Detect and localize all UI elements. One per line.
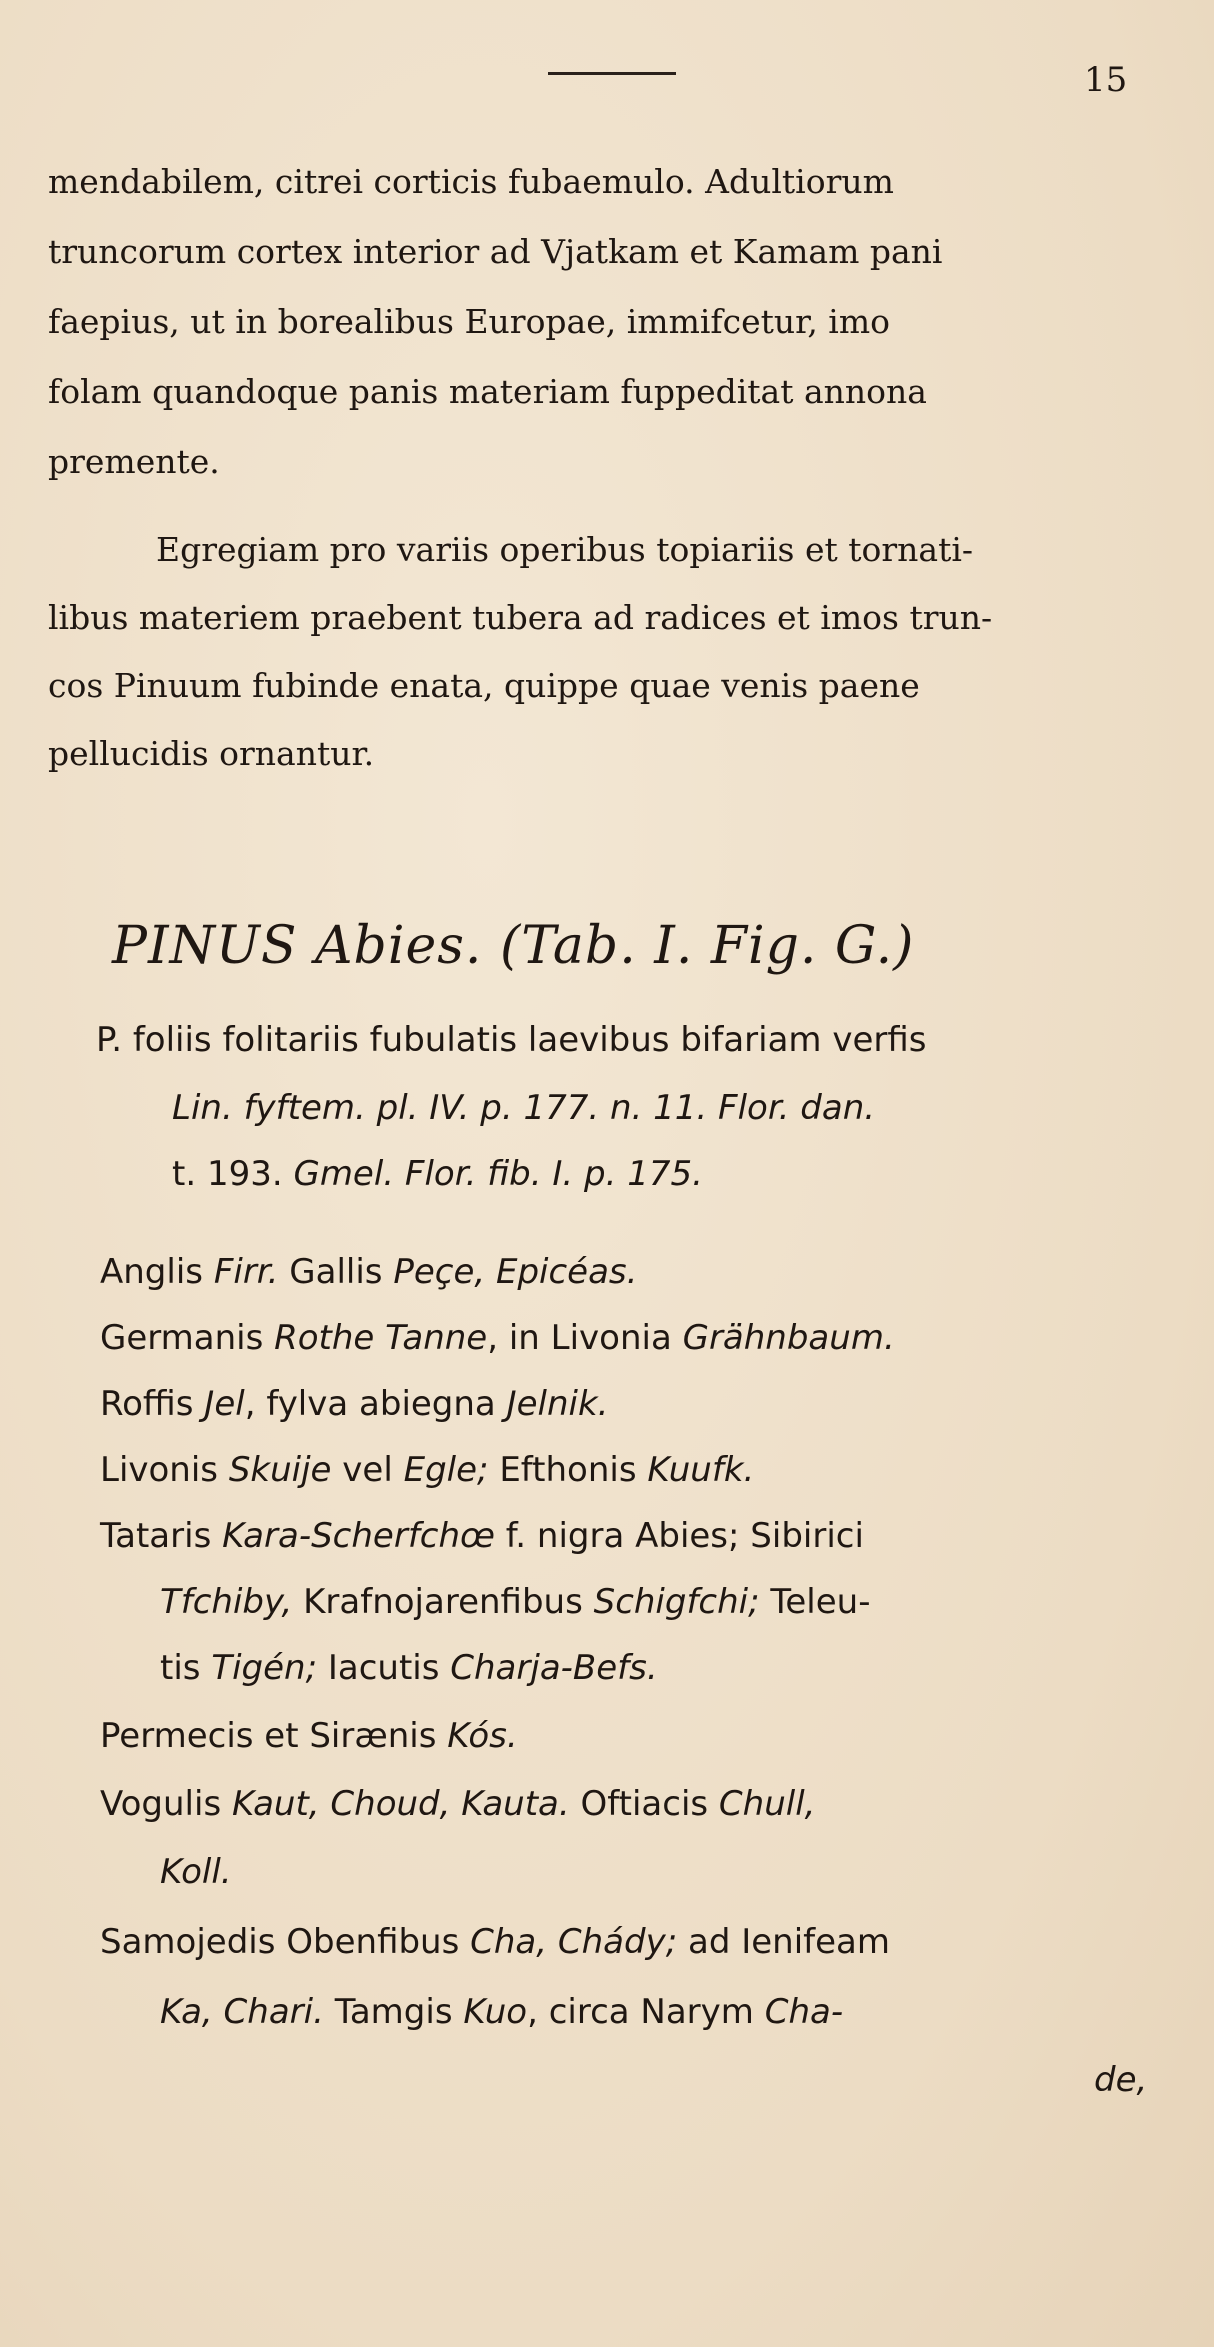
text: vel	[342, 1450, 393, 1490]
text-line: Egregiam pro variis operibus topiariis et tornati-	[156, 530, 974, 569]
names-line	[100, 1252, 637, 1292]
text-line: faepius, ut in borealibus Europae, immifcetur, imo	[48, 302, 891, 341]
name: Tigén;	[211, 1648, 318, 1688]
language: Krafnojarenfibus	[303, 1582, 583, 1622]
text: , fylva abiegna	[244, 1384, 496, 1424]
text-line: libus materiem praebent tubera ad radices et imos trun-	[48, 598, 993, 637]
name: Koll.	[160, 1852, 232, 1892]
name: Cha-	[764, 1992, 844, 2032]
name: Skuije	[228, 1450, 332, 1490]
language: Germanis	[100, 1318, 264, 1358]
reference-line	[172, 1154, 703, 1194]
language: Teleu-	[770, 1582, 871, 1622]
name: Ka, Chari.	[160, 1992, 324, 2032]
text-line: pellucidis ornantur.	[48, 734, 375, 773]
name: Tfchiby,	[160, 1582, 293, 1622]
names-line	[100, 1784, 815, 1824]
ref-lin: Lin.	[172, 1088, 233, 1128]
language: tis	[160, 1648, 201, 1688]
language: Anglis	[100, 1252, 203, 1292]
text-line: premente.	[48, 442, 220, 481]
species-description: P. foliis folitariis fubulatis laevibus bifariam verfis	[96, 1020, 927, 1060]
header-rule	[548, 72, 676, 75]
names-line	[160, 1648, 658, 1688]
name: Jelnik.	[506, 1384, 609, 1424]
page-number: 15	[1084, 60, 1128, 100]
language: Tamgis	[334, 1992, 453, 2032]
name: Chull,	[718, 1784, 816, 1824]
name: de,	[1094, 2060, 1148, 2100]
text: , circa Narym	[527, 1992, 754, 2032]
text-line: cos Pinuum fubinde enata, quippe quae venis paene	[48, 666, 920, 705]
name: Grähnbaum.	[682, 1318, 895, 1358]
names-line	[160, 1582, 870, 1622]
text-line: mendabilem, citrei corticis fubaemulo. Adultiorum	[48, 162, 894, 201]
ref-t: t. 193.	[172, 1154, 283, 1194]
name: Rothe Tanne	[274, 1318, 488, 1358]
name: Kara-Scherfchœ	[222, 1516, 495, 1556]
name: Schigfchi;	[593, 1582, 760, 1622]
text-line: truncorum cortex interior ad Vjatkam et Kamam pani	[48, 232, 943, 271]
language: Samojedis Obenfibus	[100, 1922, 460, 1962]
language: Gallis	[289, 1252, 383, 1292]
language: Permecis et Sirænis	[100, 1716, 437, 1756]
ref-lin-rest: fyftem. pl. IV. p. 177. n. 11.	[243, 1088, 708, 1128]
name: Jel	[204, 1384, 245, 1424]
name: Firr.	[213, 1252, 279, 1292]
name: Peçe, Epicéas.	[393, 1252, 638, 1292]
names-line	[100, 1450, 754, 1490]
names-line	[100, 1922, 890, 1962]
name: Egle;	[403, 1450, 489, 1490]
names-line	[100, 1384, 608, 1424]
name: Kós.	[447, 1716, 518, 1756]
name: Charja-Befs.	[450, 1648, 658, 1688]
name: Kaut, Choud, Kauta.	[231, 1784, 570, 1824]
language: Iacutis	[327, 1648, 440, 1688]
name: Chády;	[557, 1922, 678, 1962]
names-line	[100, 1318, 895, 1358]
species-heading: PINUS Abies. (Tab. I. Fig. G.)	[112, 916, 915, 976]
text: f. nigra Abies; Sibirici	[505, 1516, 864, 1556]
names-line	[160, 1992, 843, 2032]
text: , in Livonia	[487, 1318, 672, 1358]
catchword	[1094, 2060, 1147, 2100]
text-line: folam quandoque panis materiam fuppeditat annona	[48, 372, 927, 411]
ref-gmel: Gmel. Flor. fib. I. p. 175.	[293, 1154, 703, 1194]
name: Kuufk.	[647, 1450, 755, 1490]
names-line	[100, 1516, 864, 1556]
language: Tataris	[100, 1516, 212, 1556]
ref-flor: Flor. dan.	[718, 1088, 876, 1128]
language: ad Ienifeam	[688, 1922, 891, 1962]
language: Oftiacis	[580, 1784, 709, 1824]
reference-line	[172, 1088, 875, 1128]
language: Roffis	[100, 1384, 194, 1424]
language: Efthonis	[499, 1450, 637, 1490]
name: Cha,	[470, 1922, 548, 1962]
language: Livonis	[100, 1450, 219, 1490]
names-line	[160, 1852, 232, 1892]
language: Vogulis	[100, 1784, 222, 1824]
names-line	[100, 1716, 518, 1756]
name: Kuo	[463, 1992, 528, 2032]
